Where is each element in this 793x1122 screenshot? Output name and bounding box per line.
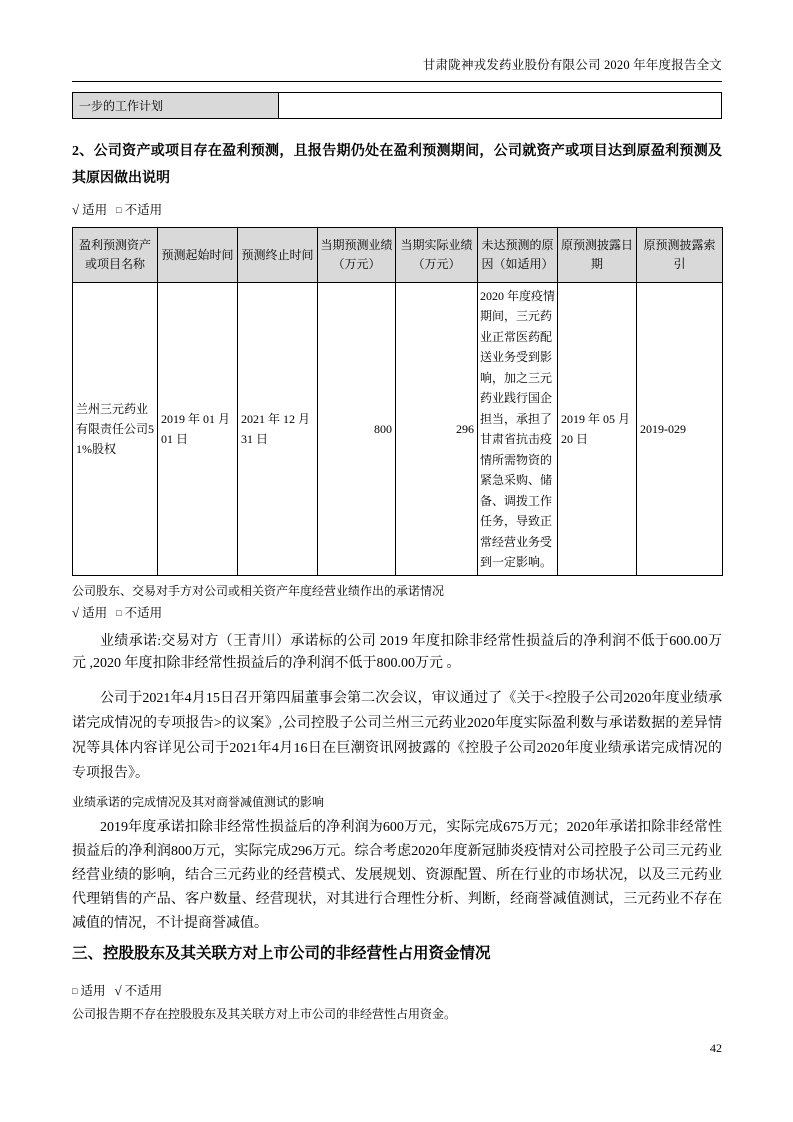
commitment-paragraph-1: 业绩承诺:交易对方（王青川）承诺标的公司 2019 年度扣除非经常性损益后的净利润不低于600.00万元 ,2020 年度扣除非经常性损益后的净利润不低于800.00万元 。 — [72, 634, 722, 671]
occupation-body-text: 公司报告期不存在控股股东及其关联方对上市公司的非经营性占用资金。 — [72, 1007, 457, 1021]
checkbox-icon: □ — [116, 608, 122, 618]
applicable-label: 适用 — [80, 984, 106, 998]
cell-miss-reason: 2020 年度疫情期间，三元药业正常医药配送业务受到影响，加之三元药业践行国企担当，承担了甘肃省抗击疫情所需物资的紧急采购、储备、调拨工作任务，导致正常经营业务受到一定影响。 — [478, 283, 558, 576]
cell-forecast-result: 800 — [318, 283, 396, 576]
checkbox-icon: □ — [116, 205, 122, 215]
applicability-line-occupation — [72, 983, 722, 999]
cell-forecast-end: 2021 年 12 月 31 日 — [238, 283, 318, 576]
section-heading-occupation: 三、控股股东及其关联方对上市公司的非经营性占用资金情况 — [72, 945, 491, 962]
section-heading-forecast: 2、公司资产或项目存在盈利预测，且报告期仍处在盈利预测期间，公司就资产或项目达到原盈利预测及其原因做出说明 — [72, 144, 722, 186]
col-header-asset-name: 盈利预测资产或项目名称 — [73, 228, 158, 283]
commitment-paragraph-2: 公司于2021年4月15日召开第四届董事会第二次会议，审议通过了《关于<控股子公司2020年度业绩承诺完成情况的专项报告>的议案》,公司控股子公司兰州三元药业2020年度实际盈利数与承诺数据的差异情况等具体内容详见公司于2021年4月16日在巨潮资讯网披露的《控股子公司2020年度业绩承诺完成情况的专项报告》。 — [72, 691, 722, 781]
table-row — [73, 283, 723, 576]
col-header-disclosure-date: 原预测披露日期 — [558, 228, 637, 283]
cell-actual-result: 296 — [396, 283, 478, 576]
col-header-miss-reason: 未达预测的原因（如适用） — [478, 228, 558, 283]
cell-disclosure-index: 2019-029 — [637, 283, 723, 576]
header-rule — [72, 81, 722, 82]
checkbox-icon: □ — [72, 986, 78, 996]
col-header-actual-result: 当期实际业绩（万元） — [396, 228, 478, 283]
goodwill-impairment-paragraph: 2019年度承诺扣除非经常性损益后的净利润为600万元，实际完成675万元；2020年承诺扣除非经常性损益后的净利润800万元，实际完成296万元。综合考虑2020年度新冠肺炎疫情对公司控股子公司三元药业经营业绩的影响，结合三元药业的经营模式、发展规划、资源配置、所在行业的市场状况，以及三元药业代理销售的产品、客户数量、经营现状，对其进行合理性分析、判断，经商誉减值测试，三元药业不存在减值的情况，不计提商誉减值。 — [72, 820, 722, 931]
check-mark-icon: √ — [72, 202, 80, 217]
running-header: 甘肃陇神戎发药业股份有限公司 2020 年年度报告全文 — [422, 58, 722, 72]
cell-disclosure-date: 2019 年 05 月 20 日 — [558, 283, 637, 576]
applicability-line-commitment — [72, 605, 722, 621]
check-mark-icon: √ — [114, 983, 122, 998]
carryover-value-cell — [279, 93, 722, 119]
applicable-label: 适用 — [82, 203, 108, 217]
table-header-row — [73, 228, 723, 283]
cell-forecast-start: 2019 年 01 月 01 日 — [158, 283, 238, 576]
col-header-forecast-start: 预测起始时间 — [158, 228, 238, 283]
carryover-table — [72, 92, 722, 119]
cell-asset-name: 兰州三元药业有限责任公司51%股权 — [73, 283, 158, 576]
page-number: 42 — [710, 1041, 722, 1055]
not-applicable-label: 不适用 — [124, 203, 163, 217]
col-header-forecast-result: 当期预测业绩（万元） — [318, 228, 396, 283]
table-row — [73, 93, 722, 119]
profit-forecast-table — [72, 227, 723, 576]
goodwill-impairment-label: 业绩承诺的完成情况及其对商誉减值测试的影响 — [72, 795, 325, 809]
check-mark-icon: √ — [72, 605, 80, 620]
carryover-label-cell: 一步的工作计划 — [73, 93, 279, 119]
not-applicable-label: 不适用 — [124, 606, 163, 620]
not-applicable-label: 不适用 — [124, 984, 163, 998]
commitment-label: 公司股东、交易对手方对公司或相关资产年度经营业绩作出的承诺情况 — [72, 584, 445, 598]
applicability-line-forecast — [72, 202, 722, 218]
applicable-label: 适用 — [82, 606, 108, 620]
col-header-forecast-end: 预测终止时间 — [238, 228, 318, 283]
col-header-disclosure-index: 原预测披露索引 — [637, 228, 723, 283]
